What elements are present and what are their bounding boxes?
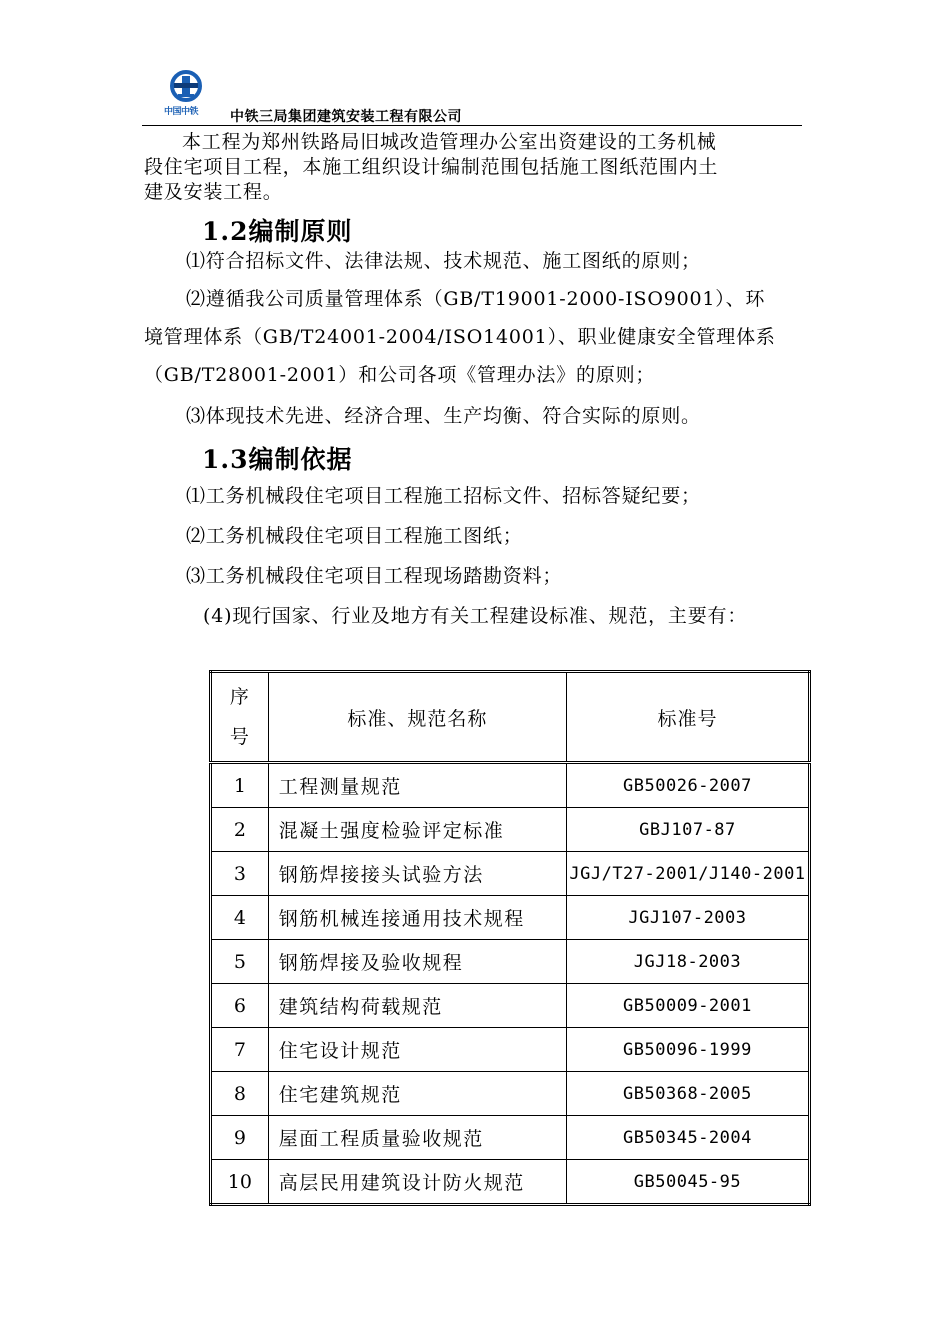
row-seq: 8 [211, 1072, 269, 1116]
intro-line-1: 本工程为郑州铁路局旧城改造管理办公室出资建设的工务机械 [182, 131, 717, 153]
row-seq: 9 [211, 1116, 269, 1160]
row-code: GBJ107-87 [566, 808, 809, 852]
name-header: 标准、规范名称 [268, 672, 566, 763]
code-header: 标准号 [566, 672, 809, 763]
table-row [211, 1028, 810, 1072]
row-code: GB50045-95 [566, 1160, 809, 1205]
row-seq: 4 [211, 896, 269, 940]
basis-3: ⑶工务机械段住宅项目工程现场踏勘资料； [186, 565, 563, 587]
seq-header [211, 672, 269, 763]
table-row [211, 808, 810, 852]
row-name: 住宅建筑规范 [268, 1072, 566, 1116]
row-code: JGJ/T27-2001/J140-2001 [566, 852, 809, 896]
section-heading-1-2: 1.2编制原则 [202, 217, 353, 246]
row-name: 屋面工程质量验收规范 [268, 1116, 566, 1160]
row-name: 钢筋焊接接头试验方法 [268, 852, 566, 896]
row-seq: 1 [211, 763, 269, 808]
row-seq: 10 [211, 1160, 269, 1205]
table-row [211, 852, 810, 896]
table-row [211, 1116, 810, 1160]
row-name: 钢筋焊接及验收规程 [268, 940, 566, 984]
row-name: 住宅设计规范 [268, 1028, 566, 1072]
row-code: GB50096-1999 [566, 1028, 809, 1072]
page-header [142, 70, 802, 128]
row-code: GB50009-2001 [566, 984, 809, 1028]
seq-header-top: 序 [229, 686, 250, 708]
row-seq: 7 [211, 1028, 269, 1072]
row-seq: 6 [211, 984, 269, 1028]
section-heading-1-3: 1.3编制依据 [202, 445, 353, 474]
row-name: 混凝土强度检验评定标准 [268, 808, 566, 852]
principle-2-line-3: （GB/T28001-2001）和公司各项《管理办法》的原则； [144, 364, 656, 386]
table-header-row [211, 672, 810, 763]
row-seq: 5 [211, 940, 269, 984]
principle-2-line-2: 境管理体系（GB/T24001-2004/ISO14001）、职业健康安全管理体系 [144, 326, 776, 348]
row-name: 高层民用建筑设计防火规范 [268, 1160, 566, 1205]
row-code: GB50368-2005 [566, 1072, 809, 1116]
company-name: 中铁三局集团建筑安装工程有限公司 [230, 109, 462, 125]
seq-header-bottom: 号 [229, 726, 250, 748]
table-row [211, 896, 810, 940]
intro-line-2: 段住宅项目工程，本施工组织设计编制范围包括施工图纸范围内土 [144, 156, 719, 178]
row-code: JGJ107-2003 [566, 896, 809, 940]
principle-3: ⑶体现技术先进、经济合理、生产均衡、符合实际的原则。 [186, 405, 701, 427]
row-code: JGJ18-2003 [566, 940, 809, 984]
table-row [211, 1160, 810, 1205]
row-name: 工程测量规范 [268, 763, 566, 808]
row-name: 钢筋机械连接通用技术规程 [268, 896, 566, 940]
basis-4: (4)现行国家、行业及地方有关工程建设标准、规范，主要有： [203, 605, 748, 627]
row-code: GB50026-2007 [566, 763, 809, 808]
table-row [211, 1072, 810, 1116]
row-seq: 3 [211, 852, 269, 896]
table-row [211, 763, 810, 808]
row-name: 建筑结构荷载规范 [268, 984, 566, 1028]
basis-2: ⑵工务机械段住宅项目工程施工图纸； [186, 525, 523, 547]
row-code: GB50345-2004 [566, 1116, 809, 1160]
table-row [211, 984, 810, 1028]
header-divider [142, 125, 802, 126]
principle-1: ⑴符合招标文件、法律法规、技术规范、施工图纸的原则； [186, 250, 701, 272]
row-seq: 2 [211, 808, 269, 852]
logo-text: 中国中铁 [164, 107, 199, 117]
principle-2-line-1: ⑵遵循我公司质量管理体系（GB/T19001-2000-ISO9001）、环 [186, 288, 766, 310]
standards-table [209, 670, 811, 1206]
intro-line-3: 建及安装工程。 [144, 181, 283, 203]
basis-1: ⑴工务机械段住宅项目工程施工招标文件、招标答疑纪要； [186, 485, 701, 507]
table-row [211, 940, 810, 984]
